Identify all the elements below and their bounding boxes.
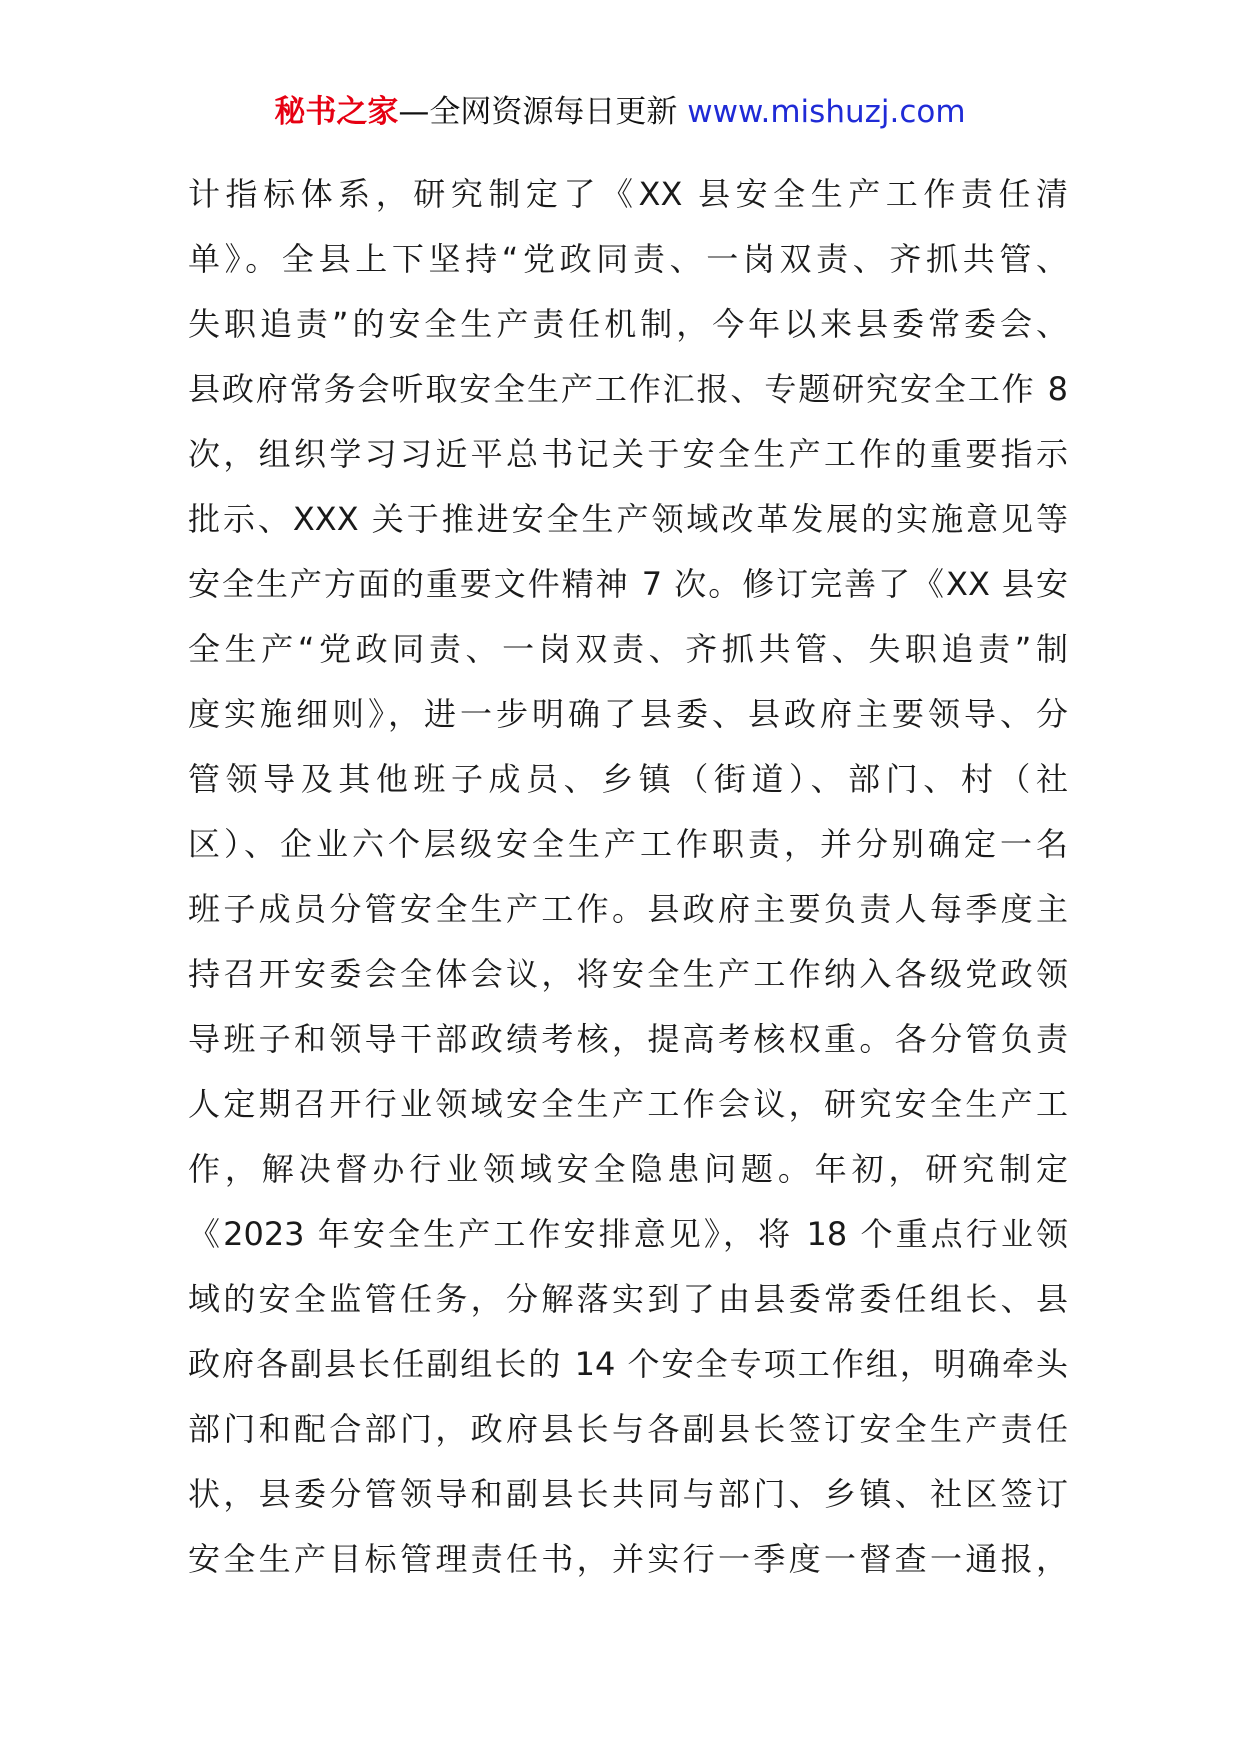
text-line: 域的安全监管任务，分解落实到了由县委常委任组长、县	[188, 1280, 1068, 1318]
text-line: 《2023 年安全生产工作安排意见》，将 18 个重点行业领	[188, 1215, 1068, 1253]
text-line: 安全生产目标管理责任书，并实行一季度一督查一通报，	[188, 1540, 1068, 1578]
text-line: 计指标体系，研究制定了《XX 县安全生产工作责任清	[188, 175, 1068, 213]
document-body	[188, 162, 1068, 1592]
text-line: 导班子和领导干部政绩考核，提高考核权重。各分管负责	[188, 1020, 1068, 1058]
text-line: 次，组织学习习近平总书记关于安全生产工作的重要指示	[188, 435, 1068, 473]
text-line: 政府各副县长任副组长的 14 个安全专项工作组，明确牵头	[188, 1345, 1068, 1383]
text-line: 部门和配合部门，政府县长与各副县长签订安全生产责任	[188, 1410, 1068, 1448]
text-line: 管领导及其他班子成员、乡镇（街道）、部门、村（社	[188, 760, 1068, 798]
header-tagline: —全网资源每日更新	[398, 94, 688, 130]
text-line: 区）、企业六个层级安全生产工作职责，并分别确定一名	[188, 825, 1068, 863]
text-line: 县政府常务会听取安全生产工作汇报、专题研究安全工作 8	[188, 370, 1068, 408]
text-line: 状，县委分管领导和副县长共同与部门、乡镇、社区签订	[188, 1475, 1068, 1513]
text-line: 失职追责”的安全生产责任机制，今年以来县委常委会、	[188, 305, 1068, 343]
text-line: 人定期召开行业领域安全生产工作会议，研究安全生产工	[188, 1085, 1068, 1123]
text-line: 班子成员分管安全生产工作。县政府主要负责人每季度主	[188, 890, 1068, 928]
text-line: 作，解决督办行业领域安全隐患问题。年初，研究制定	[188, 1150, 1068, 1188]
text-line: 持召开安委会全体会议，将安全生产工作纳入各级党政领	[188, 955, 1068, 993]
page-header	[0, 92, 1240, 132]
text-line: 批示、XXX 关于推进安全生产领域改革发展的实施意见等	[188, 500, 1068, 538]
text-line: 全生产“党政同责、一岗双责、齐抓共管、失职追责”制	[188, 630, 1068, 668]
text-line: 度实施细则》，进一步明确了县委、县政府主要领导、分	[188, 695, 1068, 733]
text-line: 单》。全县上下坚持“党政同责、一岗双责、齐抓共管、	[188, 240, 1068, 278]
site-url-link[interactable]: www.mishuzj.com	[687, 94, 966, 130]
text-line: 安全生产方面的重要文件精神 7 次。修订完善了《XX 县安	[188, 565, 1068, 603]
brand-name: 秘书之家	[274, 94, 399, 130]
